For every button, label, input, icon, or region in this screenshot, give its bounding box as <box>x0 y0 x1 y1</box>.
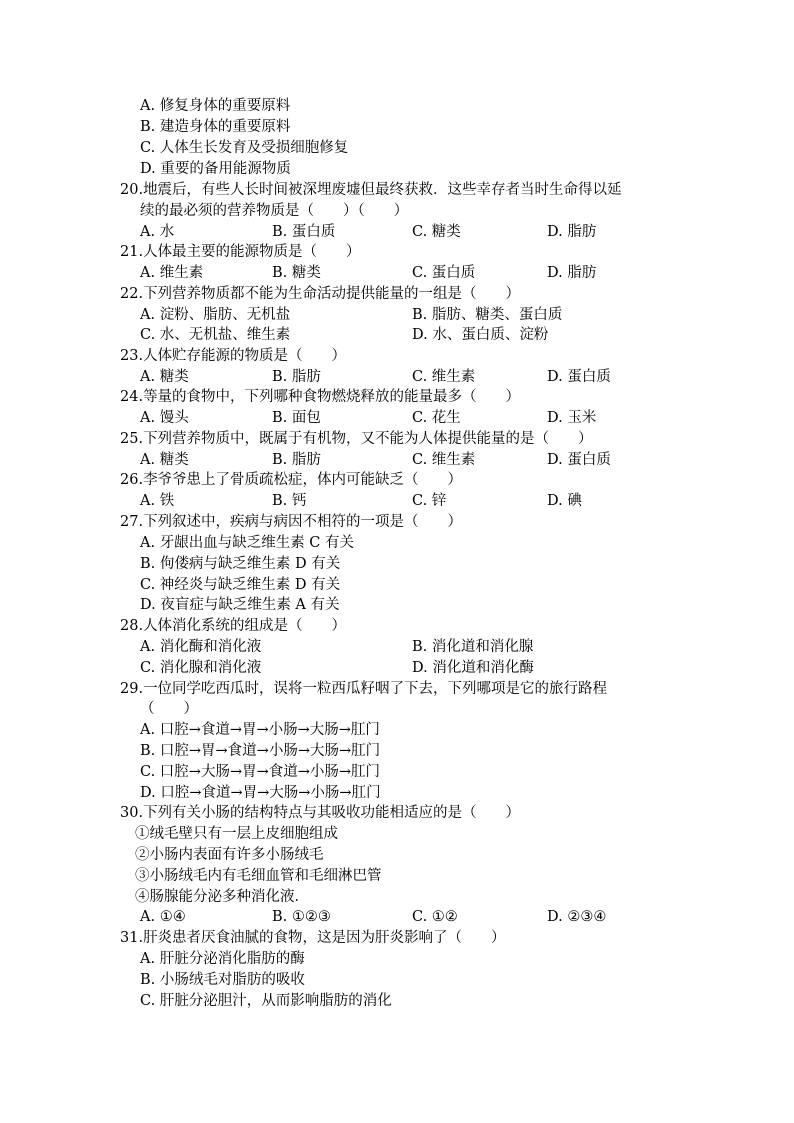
q24-option-c: C. 花生 <box>412 410 461 426</box>
q26-option-c: C. 锌 <box>412 493 447 509</box>
q30-statement-3: ③小肠绒毛内有毛细血管和毛细淋巴管 <box>135 868 382 884</box>
question-28 <box>120 616 346 636</box>
q31-option-b: B. 小肠绒毛对脂肪的吸收 <box>140 972 305 988</box>
q23-option-c: C. 维生素 <box>412 369 476 385</box>
q30-statement-1: ①绒毛壁只有一层上皮细胞组成 <box>135 826 338 842</box>
question-stem: 肝炎患者厌食油腻的食物，这是因为肝炎影响了（ ） <box>143 930 506 946</box>
q19-option-a: A. 修复身体的重要原料 <box>140 98 291 114</box>
question-27 <box>120 512 462 532</box>
question-stem: 等量的食物中，下列哪种食物燃烧释放的能量最多（ ） <box>143 389 521 405</box>
question-number: 31. <box>120 930 144 946</box>
question-20-stem-cont: 续的最必须的营养物质是（ ）（ ） <box>140 203 409 219</box>
q21-option-a: A. 维生素 <box>140 265 204 281</box>
question-20 <box>120 180 622 200</box>
q22-option-a: A. 淀粉、脂肪、无机盐 <box>140 307 291 323</box>
q29-option-b: B. 口腔→胃→食道→小肠→大肠→肛门 <box>140 743 381 759</box>
q26-option-b: B. 钙 <box>272 493 307 509</box>
question-stem: 下列叙述中，疾病与病因不相符的一项是（ ） <box>143 514 463 530</box>
q20-option-b: B. 蛋白质 <box>272 224 336 240</box>
question-number: 30. <box>120 805 144 821</box>
q22-option-b: B. 脂肪、糖类、蛋白质 <box>412 307 563 323</box>
q30-statement-2: ②小肠内表面有许多小肠绒毛 <box>135 847 324 863</box>
question-21 <box>120 242 361 262</box>
q20-option-a: A. 水 <box>140 224 175 240</box>
question-stem: 下列有关小肠的结构特点与其吸收功能相适应的是（ ） <box>143 805 521 821</box>
q31-option-c: C. 肝脏分泌胆汁，从而影响脂肪的消化 <box>140 993 392 1009</box>
question-30 <box>120 803 520 823</box>
question-stem: 人体贮存能源的物质是（ ） <box>143 348 347 364</box>
question-number: 27. <box>120 514 144 530</box>
q24-option-a: A. 馒头 <box>140 410 189 426</box>
q23-option-b: B. 脂肪 <box>272 369 321 385</box>
q30-option-b: B. ①②③ <box>272 909 331 925</box>
q26-option-a: A. 铁 <box>140 493 175 509</box>
q19-option-d: D. 重要的备用能源物质 <box>140 161 291 177</box>
question-number: 29. <box>120 681 144 697</box>
question-25 <box>120 429 593 449</box>
question-number: 22. <box>120 286 144 302</box>
q28-option-d: D. 消化道和消化酶 <box>412 660 534 676</box>
q27-option-c: C. 神经炎与缺乏维生素 D 有关 <box>140 577 341 593</box>
question-number: 26. <box>120 472 144 488</box>
question-stem: 人体最主要的能源物质是（ ） <box>143 244 361 260</box>
question-29-stem-cont: （ ） <box>140 701 198 717</box>
q19-option-b: B. 建造身体的重要原料 <box>140 119 291 135</box>
question-stem: 一位同学吃西瓜时，误将一粒西瓜籽咽了下去，下列哪项是它的旅行路程 <box>143 681 608 697</box>
q25-option-a: A. 糖类 <box>140 452 189 468</box>
q22-option-c: C. 水、无机盐、维生素 <box>140 327 291 343</box>
q28-option-b: B. 消化道和消化腺 <box>412 639 534 655</box>
question-24 <box>120 387 520 407</box>
question-stem: 地震后，有些人长时间被深埋废墟但最终获救．这些幸存者当时生命得以延 <box>143 182 622 198</box>
q25-option-b: B. 脂肪 <box>272 452 321 468</box>
q23-option-a: A. 糖类 <box>140 369 189 385</box>
q25-option-d: D. 蛋白质 <box>547 452 611 468</box>
q30-option-a: A. ①④ <box>140 909 186 925</box>
q27-option-d: D. 夜盲症与缺乏维生素 A 有关 <box>140 597 340 613</box>
question-stem: 人体消化系统的组成是（ ） <box>143 618 347 634</box>
question-22 <box>120 284 520 304</box>
question-31 <box>120 928 506 948</box>
q28-option-c: C. 消化腺和消化液 <box>140 660 262 676</box>
q27-option-b: B. 佝偻病与缺乏维生素 D 有关 <box>140 556 341 572</box>
q29-option-a: A. 口腔→食道→胃→小肠→大肠→肛门 <box>140 722 380 738</box>
q21-option-d: D. 脂肪 <box>547 265 597 281</box>
question-stem: 下列营养物质都不能为生命活动提供能量的一组是（ ） <box>143 286 521 302</box>
q25-option-c: C. 维生素 <box>412 452 476 468</box>
question-number: 28. <box>120 618 144 634</box>
q30-option-d: D. ②③④ <box>547 909 607 925</box>
q30-statement-4: ④肠腺能分泌多种消化液． <box>135 889 309 905</box>
q30-option-c: C. ①② <box>412 909 458 925</box>
q26-option-d: D. 碘 <box>547 493 582 509</box>
q20-option-c: C. 糖类 <box>412 224 461 240</box>
q29-option-c: C. 口腔→大肠→胃→食道→小肠→肛门 <box>140 764 381 780</box>
q22-option-d: D. 水、蛋白质、淀粉 <box>412 327 549 343</box>
q28-option-a: A. 消化酶和消化液 <box>140 639 262 655</box>
q31-option-a: A. 肝脏分泌消化脂肪的酶 <box>140 951 305 967</box>
q27-option-a: A. 牙龈出血与缺乏维生素 C 有关 <box>140 535 355 551</box>
q21-option-c: C. 蛋白质 <box>412 265 476 281</box>
question-29 <box>120 679 607 699</box>
question-26 <box>120 470 462 490</box>
question-stem: 李爷爷患上了骨质疏松症，体内可能缺乏（ ） <box>143 472 463 488</box>
q24-option-b: B. 面包 <box>272 410 321 426</box>
question-number: 21. <box>120 244 144 260</box>
question-23 <box>120 346 346 366</box>
question-number: 23. <box>120 348 144 364</box>
q20-option-d: D. 脂肪 <box>547 224 597 240</box>
question-number: 20. <box>120 182 144 198</box>
question-number: 24. <box>120 389 144 405</box>
q19-option-c: C. 人体生长发育及受损细胞修复 <box>140 140 349 156</box>
q24-option-d: D. 玉米 <box>547 410 597 426</box>
question-stem: 下列营养物质中，既属于有机物，又不能为人体提供能量的是（ ） <box>143 431 593 447</box>
q29-option-d: D. 口腔→食道→胃→大肠→小肠→肛门 <box>140 785 381 801</box>
q21-option-b: B. 糖类 <box>272 265 321 281</box>
q23-option-d: D. 蛋白质 <box>547 369 611 385</box>
question-number: 25. <box>120 431 144 447</box>
